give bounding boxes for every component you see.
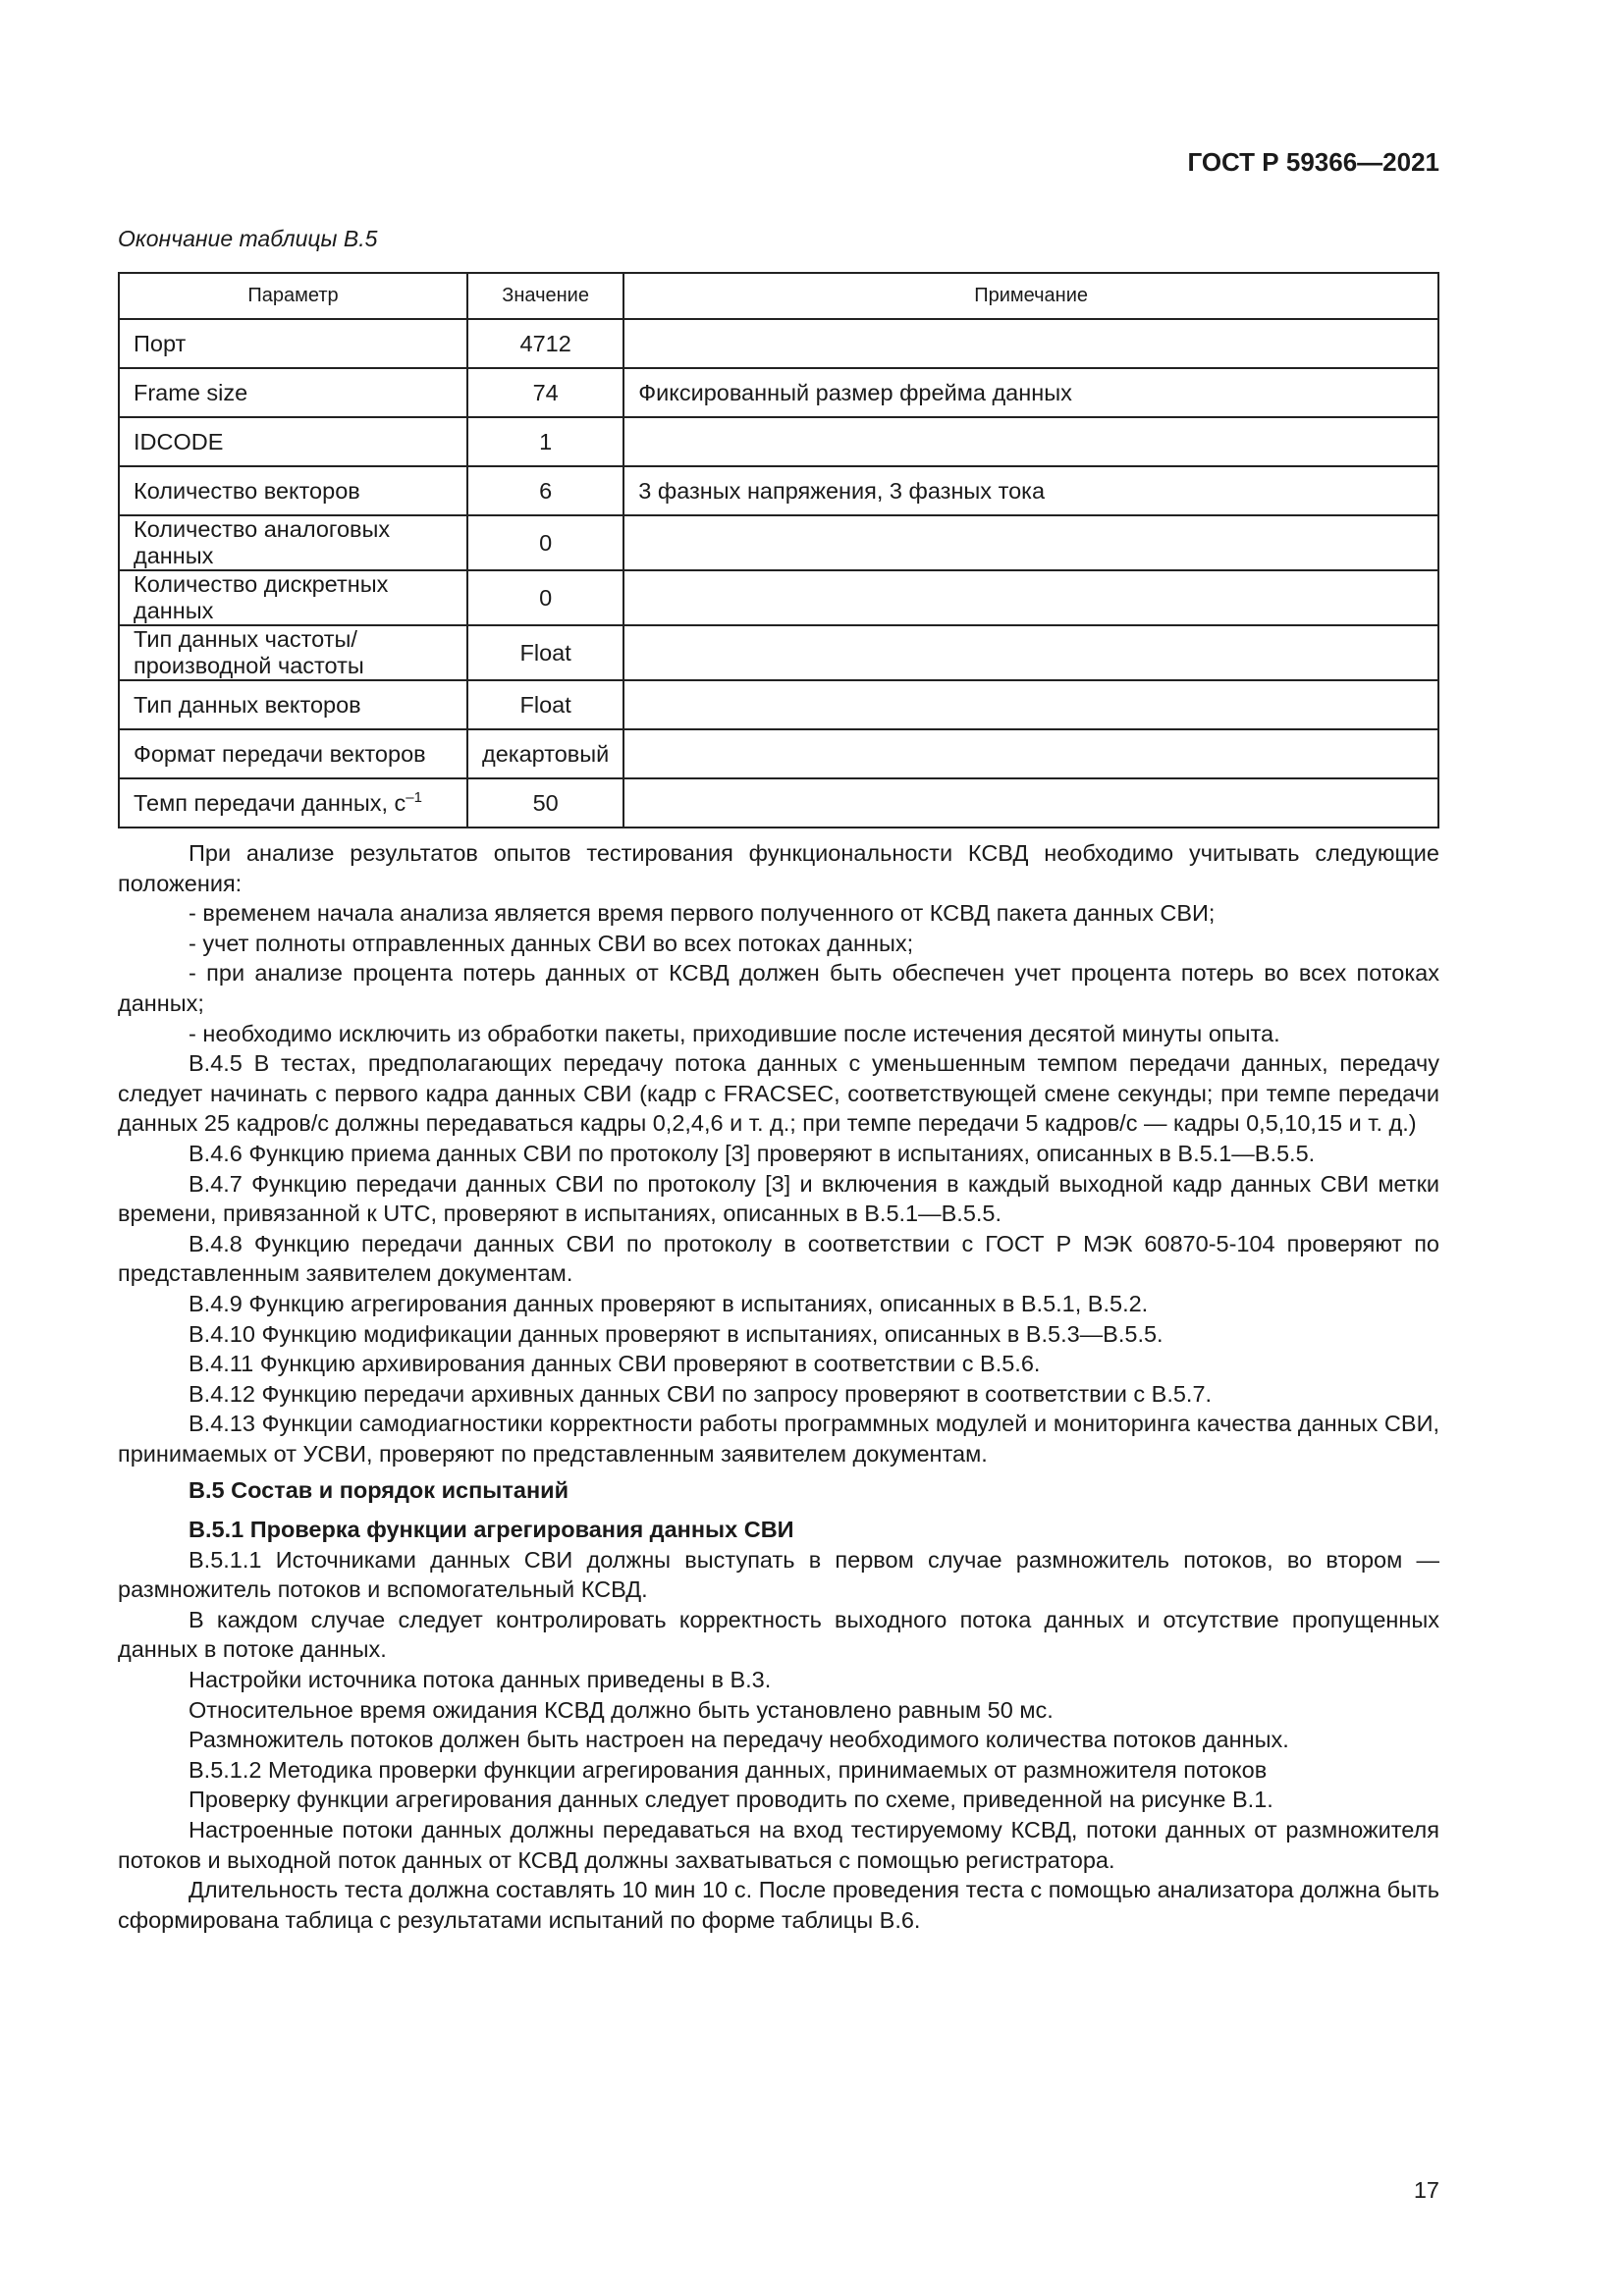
table-row	[119, 417, 1438, 466]
cell-note	[623, 570, 1438, 625]
paragraph: Относительное время ожидания КСВД должно быть установлено равным 50 мс.	[189, 1696, 1054, 1723]
column-header-parameter: Параметр	[119, 273, 467, 319]
cell-parameter: Тип данных частоты/производной частоты	[119, 625, 467, 680]
cell-value: 0	[467, 515, 623, 570]
list-item: - учет полноты отправленных данных СВИ во всех потоках данных;	[189, 930, 914, 956]
paragraph: В.4.6 Функцию приема данных СВИ по протоколу [3] проверяют в испытаниях, описанных в В.5.1—В.5.5.	[189, 1140, 1316, 1166]
cell-value: Float	[467, 680, 623, 729]
cell-parameter: Порт	[119, 319, 467, 368]
table-row	[119, 319, 1438, 368]
subsection-heading: В.5.1 Проверка функции агрегирования данных СВИ	[189, 1517, 794, 1543]
cell-note	[623, 417, 1438, 466]
cell-parameter-text: Темп передачи данных, с	[134, 789, 406, 816]
cell-note	[623, 625, 1438, 680]
section-heading: В.5 Состав и порядок испытаний	[189, 1477, 569, 1504]
page-number: 17	[1413, 2177, 1439, 2203]
cell-value: 50	[467, 778, 623, 828]
list-item: - временем начала анализа является время первого полученного от КСВД пакета данных СВИ;	[189, 900, 1216, 927]
paragraph: При анализе результатов опытов тестирования функциональности КСВД необходимо учитывать следующие положения:	[118, 840, 1439, 896]
column-header-value: Значение	[467, 273, 623, 319]
paragraph: Проверку функции агрегирования данных следует проводить по схеме, приведенной на рисунке В.1.	[189, 1787, 1273, 1813]
paragraph: В.4.5 В тестах, предполагающих передачу потока данных с уменьшенным темпом передачи данных, передачу следует начинать с первого кадра данных СВИ (кадр с FRACSEC, соответствующей смене секунды; при темпе передачи данных 25 кадров/с должны передаваться кадры 0,2,4,6 и т. д.; при темпе передачи 5 кадров/с — кадры 0,5,10,15 и т. д.)	[118, 1050, 1439, 1137]
cell-parameter: Формат передачи векторов	[119, 729, 467, 778]
paragraph: В.4.10 Функцию модификации данных проверяют в испытаниях, описанных в В.5.3—В.5.5.	[189, 1320, 1164, 1347]
cell-note	[623, 515, 1438, 570]
cell-parameter: Тип данных векторов	[119, 680, 467, 729]
table-row	[119, 570, 1438, 625]
cell-note: 3 фазных напряжения, 3 фазных тока	[623, 466, 1438, 515]
cell-note: Фиксированный размер фрейма данных	[623, 368, 1438, 417]
table-row	[119, 778, 1438, 828]
cell-note	[623, 319, 1438, 368]
cell-parameter: Количество аналоговых данных	[119, 515, 467, 570]
table-row	[119, 680, 1438, 729]
cell-value: Float	[467, 625, 623, 680]
table-row	[119, 368, 1438, 417]
cell-note	[623, 680, 1438, 729]
cell-parameter: IDCODE	[119, 417, 467, 466]
paragraph: Настройки источника потока данных приведены в В.3.	[189, 1667, 772, 1693]
paragraph: В каждом случае следует контролировать корректность выходного потока данных и отсутствие пропущенных данных в потоке данных.	[118, 1606, 1439, 1663]
table-row	[119, 625, 1438, 680]
table-caption: Окончание таблицы В.5	[118, 226, 378, 251]
paragraph: Длительность теста должна составлять 10 мин 10 с. После проведения теста с помощью анализатора должна быть сформирована таблица с результатами испытаний по форме таблицы В.6.	[118, 1877, 1439, 1933]
cell-parameter	[119, 778, 467, 828]
paragraph: В.4.12 Функцию передачи архивных данных СВИ по запросу проверяют в соответствии с В.5.7.	[189, 1380, 1213, 1407]
cell-note	[623, 729, 1438, 778]
cell-parameter: Количество векторов	[119, 466, 467, 515]
column-header-note: Примечание	[623, 273, 1438, 319]
paragraph: В.5.1.1 Источниками данных СВИ должны выступать в первом случае размножитель потоков, во втором — размножитель потоков и вспомогательный КСВД.	[118, 1546, 1439, 1603]
list-item: - необходимо исключить из обработки пакеты, приходившие после истечения десятой минуты опыта.	[189, 1020, 1280, 1046]
table-row	[119, 729, 1438, 778]
paragraph: В.4.7 Функцию передачи данных СВИ по протоколу [3] и включения в каждый выходной кадр данных СВИ метки времени, привязанной к UTC, проверяют в испытаниях, описанных в В.5.1—В.5.5.	[118, 1170, 1439, 1227]
cell-parameter: Frame size	[119, 368, 467, 417]
paragraph: В.5.1.2 Методика проверки функции агрегирования данных, принимаемых от размножителя потоков	[189, 1756, 1268, 1783]
table-row	[119, 466, 1438, 515]
cell-value: 6	[467, 466, 623, 515]
paragraph: Настроенные потоки данных должны передаваться на вход тестируемому КСВД, потоки данных от размножителя потоков и выходной поток данных от КСВД должны захватываться с помощью регистратора.	[118, 1817, 1439, 1873]
paragraph: В.4.13 Функции самодиагностики корректности работы программных модулей и мониторинга качества данных СВИ, принимаемых от УСВИ, проверяют по представленным заявителем документам.	[118, 1411, 1439, 1467]
paragraph: В.4.11 Функцию архивирования данных СВИ проверяют в соответствии с В.5.6.	[189, 1351, 1041, 1377]
cell-parameter: Количество дискретных данных	[119, 570, 467, 625]
unit-exponent: –1	[406, 788, 422, 806]
paragraph: Размножитель потоков должен быть настроен на передачу необходимого количества потоков данных.	[189, 1727, 1289, 1753]
cell-value: 0	[467, 570, 623, 625]
document-code: ГОСТ Р 59366—2021	[1187, 147, 1439, 177]
cell-value: 4712	[467, 319, 623, 368]
cell-value: 74	[467, 368, 623, 417]
cell-note	[623, 778, 1438, 828]
paragraph: В.4.8 Функцию передачи данных СВИ по протоколу в соответствии с ГОСТ Р МЭК 60870-5-104 проверяют по представленным заявителем документам.	[118, 1230, 1439, 1287]
table-row	[119, 515, 1438, 570]
table-header-row	[119, 273, 1438, 319]
cell-value: декартовый	[467, 729, 623, 778]
cell-value: 1	[467, 417, 623, 466]
parameters-table	[118, 272, 1439, 828]
paragraph: В.4.9 Функцию агрегирования данных проверяют в испытаниях, описанных в В.5.1, В.5.2.	[189, 1290, 1149, 1316]
list-item: - при анализе процента потерь данных от КСВД должен быть обеспечен учет процента потерь во всех потоках данных;	[118, 960, 1439, 1016]
body-text	[118, 838, 1439, 1935]
